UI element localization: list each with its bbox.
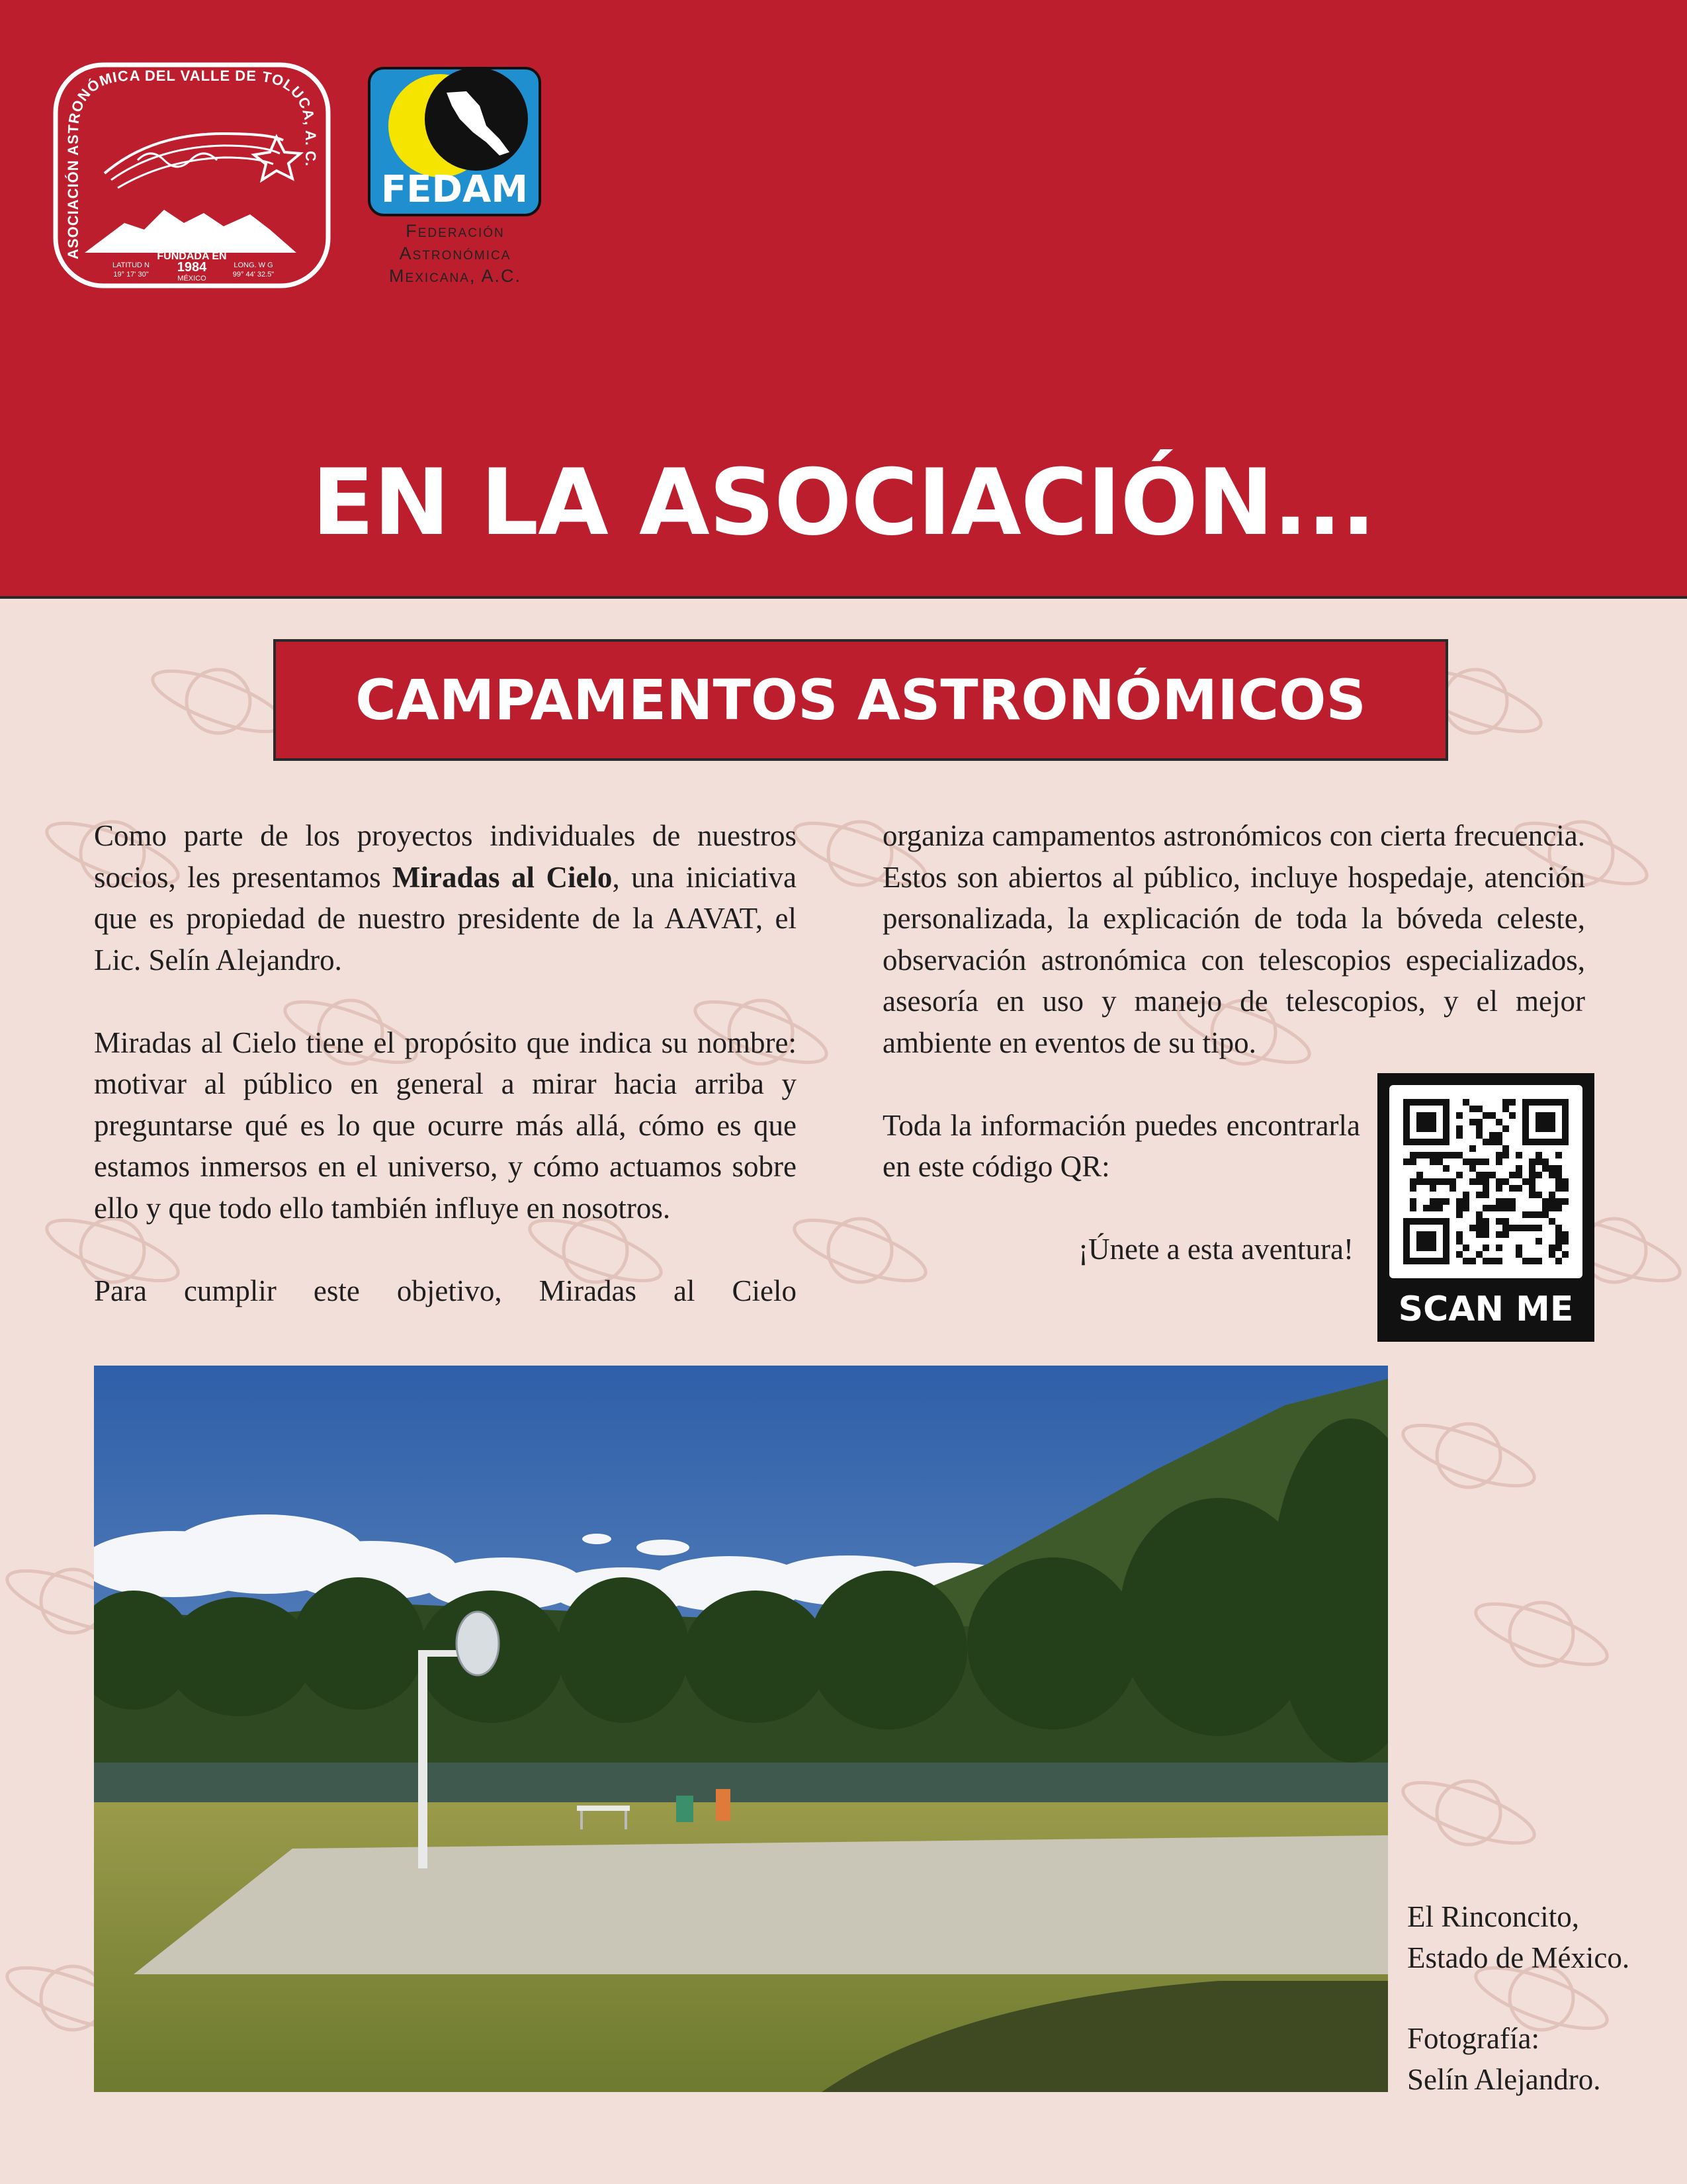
body-column-left	[94, 815, 797, 1311]
caption-credit-line-1: Fotografía:	[1407, 2022, 1539, 2055]
section-title: CAMPAMENTOS ASTRONÓMICOS	[355, 668, 1366, 732]
paragraph-purpose: Miradas al Cielo tiene el propósito que indica su nombre: motivar al público en general a mirar hacia arriba y preguntarse qué es lo que ocurre más allá, cómo es que estamos inmersos en el universo, y cómo actuamos sobre ello y que todo ello también influye en nosotros.	[94, 1026, 797, 1225]
project-name-bold: Miradas al Cielo	[392, 860, 613, 894]
section-banner	[273, 639, 1448, 761]
paragraph-objective-continued: organiza campamentos astronómicos con cierta frecuencia. Estos son abiertos al público, incluye hospedaje, atención personalizada, la explicación de toda la bóveda celeste, observación astronómica con telescopios especializados, asesoría en uso y manejo de telescopios, y el mejor ambiente en eventos de su tipo.	[883, 819, 1585, 1059]
aavat-long-value: 99° 44' 32.5"	[232, 271, 275, 279]
aavat-seal-icon	[52, 61, 332, 290]
qr-code-block[interactable]	[1377, 1073, 1594, 1342]
aavat-lat-value: 19° 17' 30"	[113, 271, 149, 279]
qr-code-frame	[1389, 1085, 1582, 1278]
aavat-long-label: LONG. W G	[234, 261, 273, 269]
photo-location-caption	[1407, 1896, 1629, 1978]
paragraph-qr-info: Toda la información puedes encontrarla en este código QR:	[883, 1108, 1360, 1183]
scan-me-label: SCAN ME	[1398, 1289, 1574, 1329]
caption-location-line-1: El Rinconcito,	[1407, 1900, 1579, 1933]
camp-landscape-photo-art	[94, 1366, 1388, 2092]
caption-credit-line-2: Selín Alejandro.	[1407, 2063, 1601, 2096]
caption-location-line-2: Estado de México.	[1407, 1941, 1630, 1974]
paragraph-objective-start: Para cumplir este objetivo, Miradas al Cielo	[94, 1274, 797, 1307]
page-title: EN LA ASOCIACIÓN...	[312, 449, 1375, 556]
fedam-logo-icon	[367, 66, 542, 217]
fedam-name-line-3: Mexicana, A.C.	[389, 266, 521, 286]
aavat-city-text: MÉXICO	[177, 275, 206, 283]
intro-text-end: , una iniciativa que es propiedad de nuestro presidente de la AAVAT, el Lic. Selín Alejandro.	[94, 860, 797, 977]
fedam-wordmark: FEDAM	[380, 168, 529, 211]
aavat-year-text: 1984	[177, 260, 207, 275]
aavat-founded-text: FUNDADA EN	[157, 251, 227, 262]
photo-credit-caption	[1407, 2018, 1600, 2100]
qr-code-icon	[1389, 1085, 1582, 1278]
paragraph-intro	[94, 815, 797, 981]
fedam-name-line-1: Federación	[406, 221, 505, 241]
join-adventure-text: ¡Únete a esta aventura!	[1078, 1233, 1354, 1266]
fedam-name	[363, 220, 548, 287]
aavat-ring-text: ASOCIACIÓN ASTRONÓMICA DEL VALLE DE TOLUCA, A. C.	[64, 67, 319, 259]
header-banner	[0, 0, 1687, 599]
aavat-lat-label: LATITUD N	[112, 261, 150, 269]
camp-landscape-photo	[94, 1366, 1388, 2092]
fedam-name-line-2: Astronómica	[399, 243, 511, 263]
intro-text-start: Como parte de los proyectos individuales de nuestros socios, les presentamos	[94, 819, 797, 894]
